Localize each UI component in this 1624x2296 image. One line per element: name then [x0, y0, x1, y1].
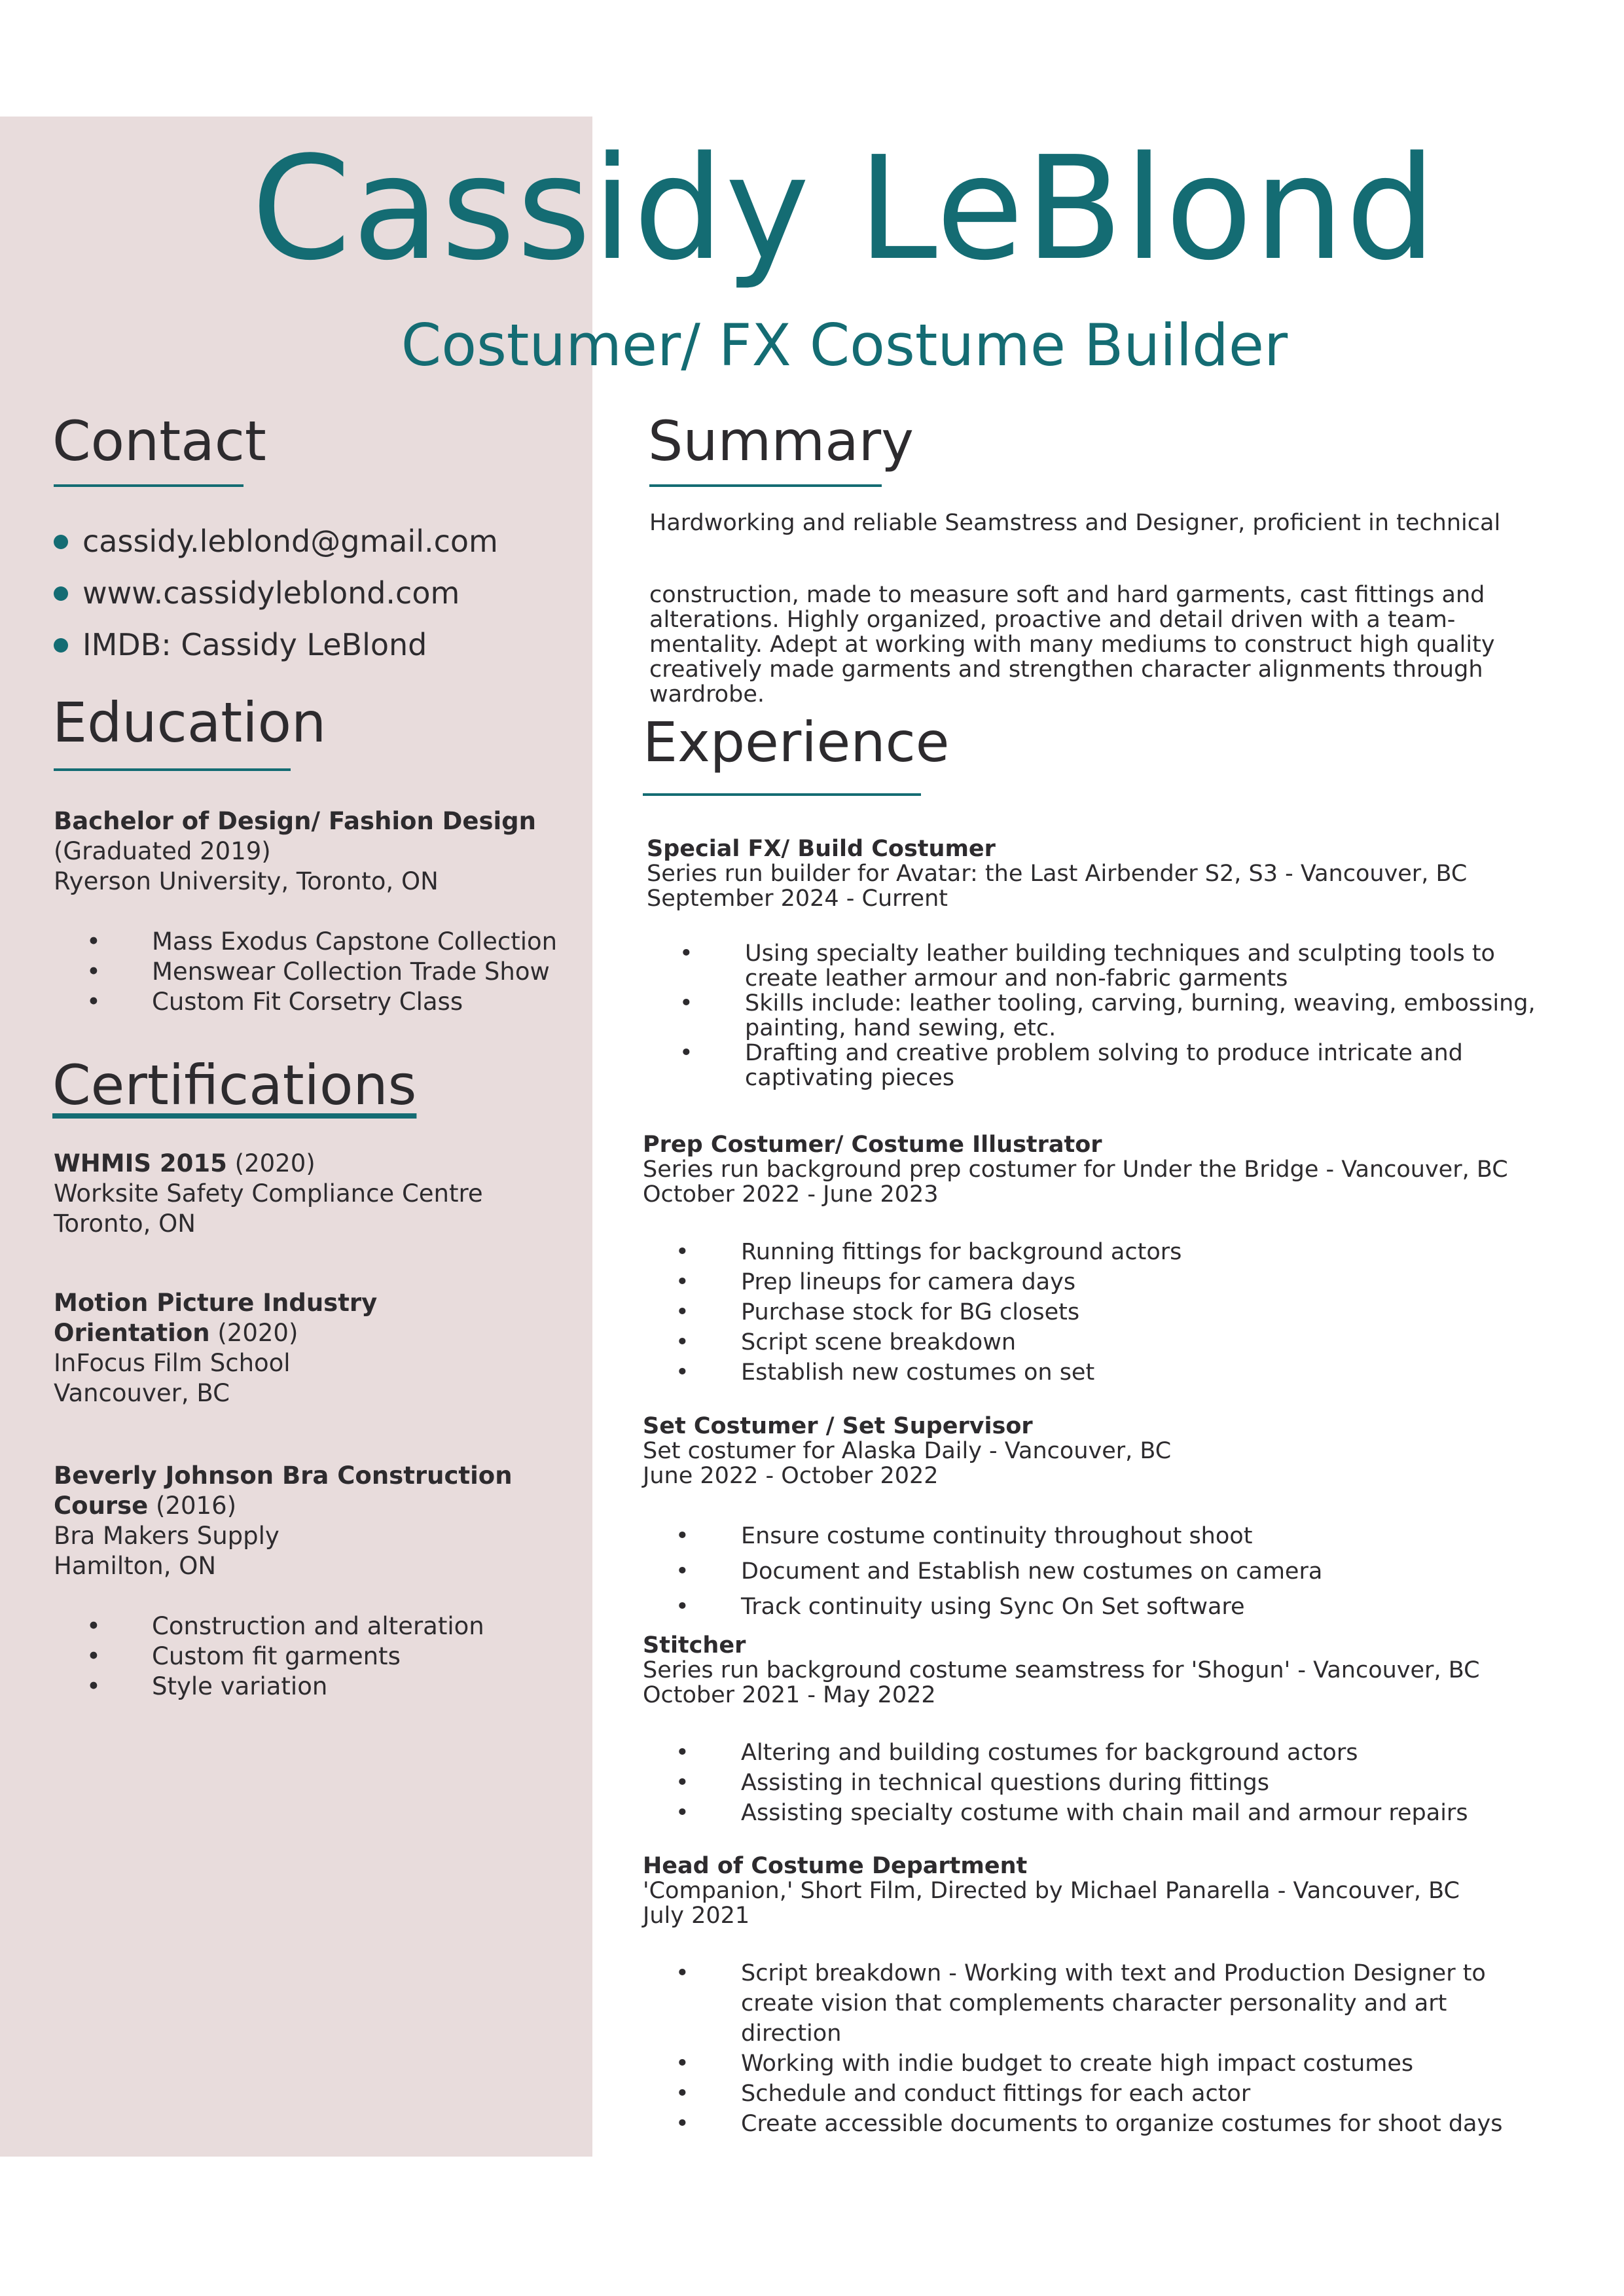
certification-whmis: WHMIS 2015 (2020) Worksite Safety Compliance Centre Toronto, ON — [54, 1149, 483, 1238]
contact-underline — [54, 484, 244, 487]
job-set-costumer: Set Costumer / Set Supervisor Set costumer for Alaska Daily - Vancouver, BC June 2022 - October 2022 • Ensure costume continuity throughout shoot • Document and Establish new costumes on camera • Track continuity using Sync On Set software — [643, 1414, 1322, 1624]
experience-underline — [643, 793, 921, 796]
list-item: • Custom fit garments — [54, 1641, 513, 1672]
list-item: • Using specialty leather building techniques and sculpting tools to create leather armour and non-fabric garments — [647, 941, 1536, 991]
list-item: • Establish new costumes on set — [643, 1357, 1508, 1388]
summary-underline — [649, 484, 882, 487]
list-item: • Running fittings for background actors — [643, 1237, 1508, 1267]
job-title: Costumer/ FX Costume Builder — [401, 312, 1288, 379]
certification-bra-construction: Beverly Johnson Bra Construction Course (2016) Bra Makers Supply Hamilton, ON • Construction and alteration • Custom fit garments • Style variation — [54, 1461, 513, 1702]
list-item: • Menswear Collection Trade Show — [54, 957, 557, 987]
job-bullets — [643, 1958, 1502, 2139]
school: Ryerson University, Toronto, ON — [54, 867, 439, 895]
job-bullets — [647, 941, 1536, 1090]
experience-heading: Experience — [643, 710, 950, 774]
graduation: (Graduated 2019) — [54, 837, 271, 865]
list-item: • Prep lineups for camera days — [643, 1267, 1508, 1297]
list-item: • Skills include: leather tooling, carving, burning, weaving, embossing, painting, hand sewing, etc. — [647, 991, 1536, 1041]
list-item: • Assisting specialty costume with chain mail and armour repairs — [643, 1798, 1480, 1828]
contact-heading: Contact — [52, 409, 266, 473]
list-item: • Drafting and creative problem solving to produce intricate and captivating pieces — [647, 1041, 1536, 1090]
job-bullets — [643, 1518, 1322, 1624]
education-bullets — [54, 927, 557, 1017]
job-bullets — [643, 1738, 1480, 1828]
list-item: • Assisting in technical questions during fittings — [643, 1768, 1480, 1798]
list-item: • Ensure costume continuity throughout shoot — [643, 1518, 1322, 1554]
list-item: • Style variation — [54, 1672, 513, 1702]
certification-motion-picture: Motion Picture Industry Orientation (2020) InFocus Film School Vancouver, BC — [54, 1289, 378, 1407]
list-item: • Mass Exodus Capstone Collection — [54, 927, 557, 957]
list-item: • Schedule and conduct fittings for each actor — [643, 2079, 1502, 2109]
list-item: • Construction and alteration — [54, 1611, 513, 1641]
list-item: • Altering and building costumes for background actors — [643, 1738, 1480, 1768]
degree: Bachelor of Design/ Fashion Design — [54, 807, 537, 835]
job-head-of-costume: Head of Costume Department 'Companion,' Short Film, Directed by Michael Panarella - Vancouver, BC July 2021 • Script breakdown - Working with text and Production Designer to create vision that complements character personality and art direction • Working with indie budget to create high impact costumes • Schedule and conduct fittings for each actor • Create accessible documents to organize costumes for shoot days — [643, 1854, 1502, 2139]
list-item: • Custom Fit Corsetry Class — [54, 987, 557, 1017]
list-item: • Script scene breakdown — [643, 1327, 1508, 1357]
list-item: • Document and Establish new costumes on camera — [643, 1554, 1322, 1589]
certifications-heading: Certifications — [52, 1053, 417, 1117]
contact-website[interactable]: www.cassidyleblond.com — [54, 567, 498, 619]
list-item: • Working with indie budget to create high impact costumes — [643, 2049, 1502, 2079]
list-item: • Script breakdown - Working with text and Production Designer to create vision that complements character personality and art direction — [643, 1958, 1502, 2049]
bullet-dot-icon — [54, 586, 68, 601]
summary-heading: Summary — [648, 409, 914, 473]
contact-list — [54, 516, 498, 671]
contact-email[interactable]: cassidy.leblond@gmail.com — [54, 516, 498, 567]
contact-imdb[interactable]: IMDB: Cassidy LeBlond — [54, 619, 498, 671]
list-item: • Create accessible documents to organize costumes for shoot days — [643, 2109, 1502, 2139]
job-special-fx: Special FX/ Build Costumer Series run builder for Avatar: the Last Airbender S2, S3 - Vancouver, BC September 2024 - Current • Using specialty leather building techniques and sculpting tools to create leather armour and non-fabric garments • Skills include: leather tooling, carving, burning, weaving, embossing, painting, hand sewing, etc. • Drafting and creative problem solving to produce intricate and captivating pieces — [647, 836, 1536, 1090]
bullet-dot-icon — [54, 535, 68, 549]
candidate-name: Cassidy LeBlond — [251, 126, 1437, 292]
education-underline — [54, 768, 291, 771]
job-prep-costumer: Prep Costumer/ Costume Illustrator Series run background prep costumer for Under the Bridge - Vancouver, BC October 2022 - June 2023 • Running fittings for background actors • Prep lineups for camera days • Purchase stock for BG closets • Script scene breakdown • Establish new costumes on set — [643, 1132, 1508, 1388]
job-stitcher: Stitcher Series run background costume seamstress for 'Shogun' - Vancouver, BC October 2021 - May 2022 • Altering and building costumes for background actors • Assisting in technical questions during fittings • Assisting specialty costume with chain mail and armour repairs — [643, 1633, 1480, 1828]
list-item: • Track continuity using Sync On Set software — [643, 1589, 1322, 1624]
certification-bullets — [54, 1611, 513, 1702]
education-heading: Education — [52, 691, 327, 755]
job-bullets — [643, 1237, 1508, 1388]
summary-first-line: Hardworking and reliable Seamstress and Designer, proficient in technical — [649, 510, 1501, 536]
summary-body: construction, made to measure soft and hard garments, cast fittings and alterations. Highly organized, proactive and detail driven with a team- mentality. Adept at working with many mediums to construct high quality creatively made garments and strengthen character alignments through wardrobe. — [649, 582, 1495, 708]
bullet-dot-icon — [54, 638, 68, 653]
list-item: • Purchase stock for BG closets — [643, 1297, 1508, 1327]
education-block — [54, 806, 557, 1017]
